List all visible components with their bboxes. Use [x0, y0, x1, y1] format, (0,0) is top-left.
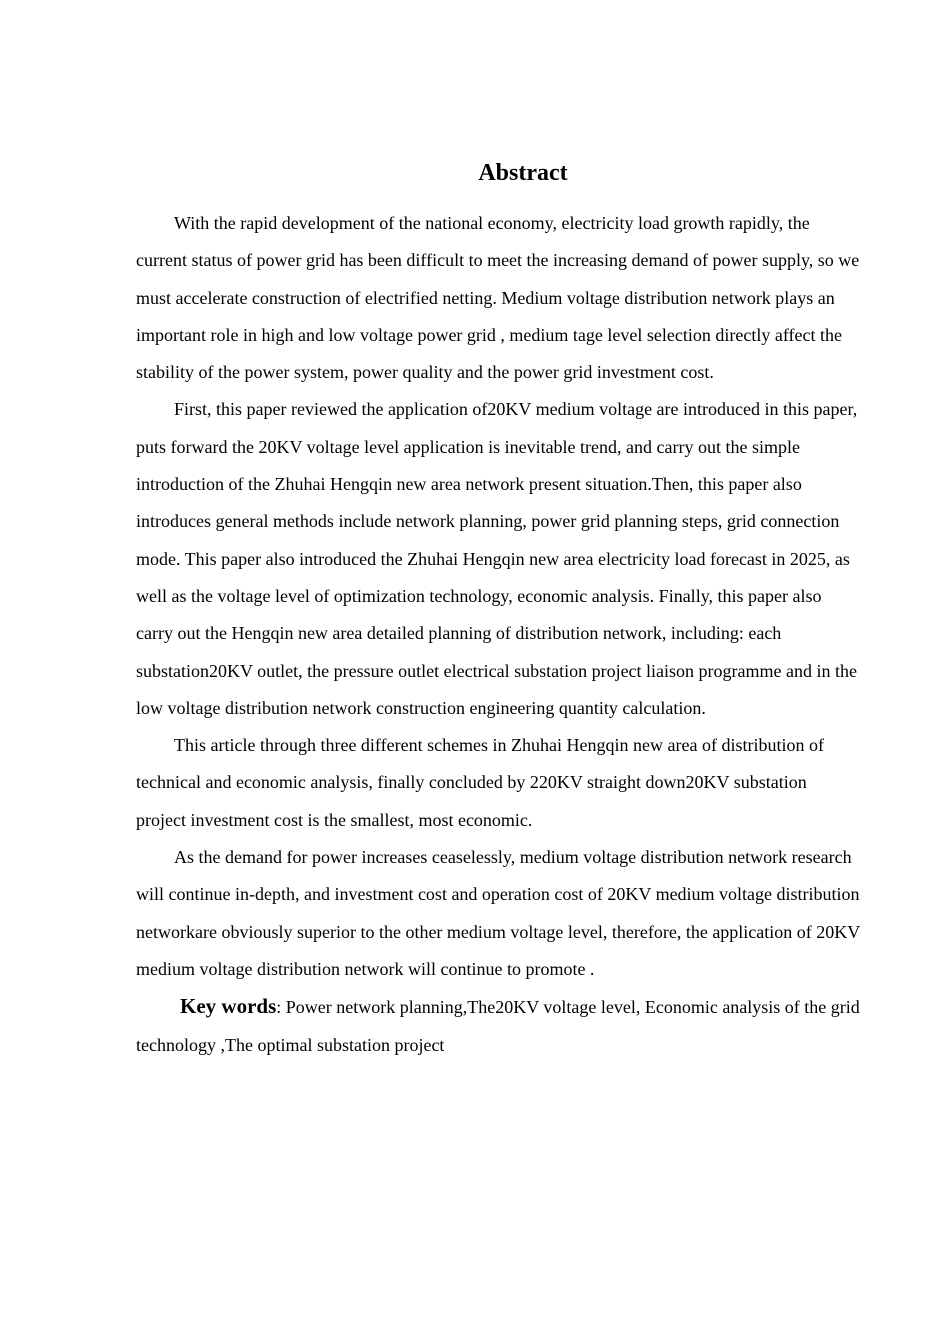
abstract-body: [136, 205, 860, 1064]
abstract-title: Abstract: [478, 160, 568, 186]
paragraph-1: With the rapid development of the national economy, electricity load growth rapidly, the current status of power grid has been difficult to meet the increasing demand of power supply, so we must accelerate construction of electrified netting. Medium voltage distribution network plays an important role in high and low voltage power grid , medium tage level selection directly affect the stability of the power system, power quality and the power grid investment cost.: [136, 213, 860, 383]
paragraph-4: As the demand for power increases ceaselessly, medium voltage distribution network research will continue in-depth, and investment cost and operation cost of 20KV medium voltage distribution networkare obviously superior to the other medium voltage level, therefore, the application of 20KV medium voltage distribution network will continue to promote .: [136, 847, 860, 979]
keywords-label: Key words: [180, 994, 277, 1019]
paragraph-2: First, this paper reviewed the application of20KV medium voltage are introduced in this paper, puts forward the 20KV voltage level application is inevitable trend, and carry out the simple introduction of the Zhuhai Hengqin new area network present situation.Then, this paper also introduces general methods include network planning, power grid planning steps, grid connection mode. This paper also introduced the Zhuhai Hengqin new area electricity load forecast in 2025, as well as the voltage level of optimization technology, economic analysis. Finally, this paper also carry out the Hengqin new area detailed planning of distribution network, including: each substation20KV outlet, the pressure outlet electrical substation project liaison programme and in the low voltage distribution network construction engineering quantity calculation.: [136, 399, 858, 718]
keywords-text: : Power network planning,The20KV voltage level, Economic analysis of the grid technology ,The optimal substation project: [136, 997, 860, 1055]
keywords-paragraph: [136, 988, 860, 1064]
paragraph-3: This article through three different schemes in Zhuhai Hengqin new area of distribution of technical and economic analysis, finally concluded by 220KV straight down20KV substation project investment cost is the smallest, most economic.: [136, 735, 824, 830]
